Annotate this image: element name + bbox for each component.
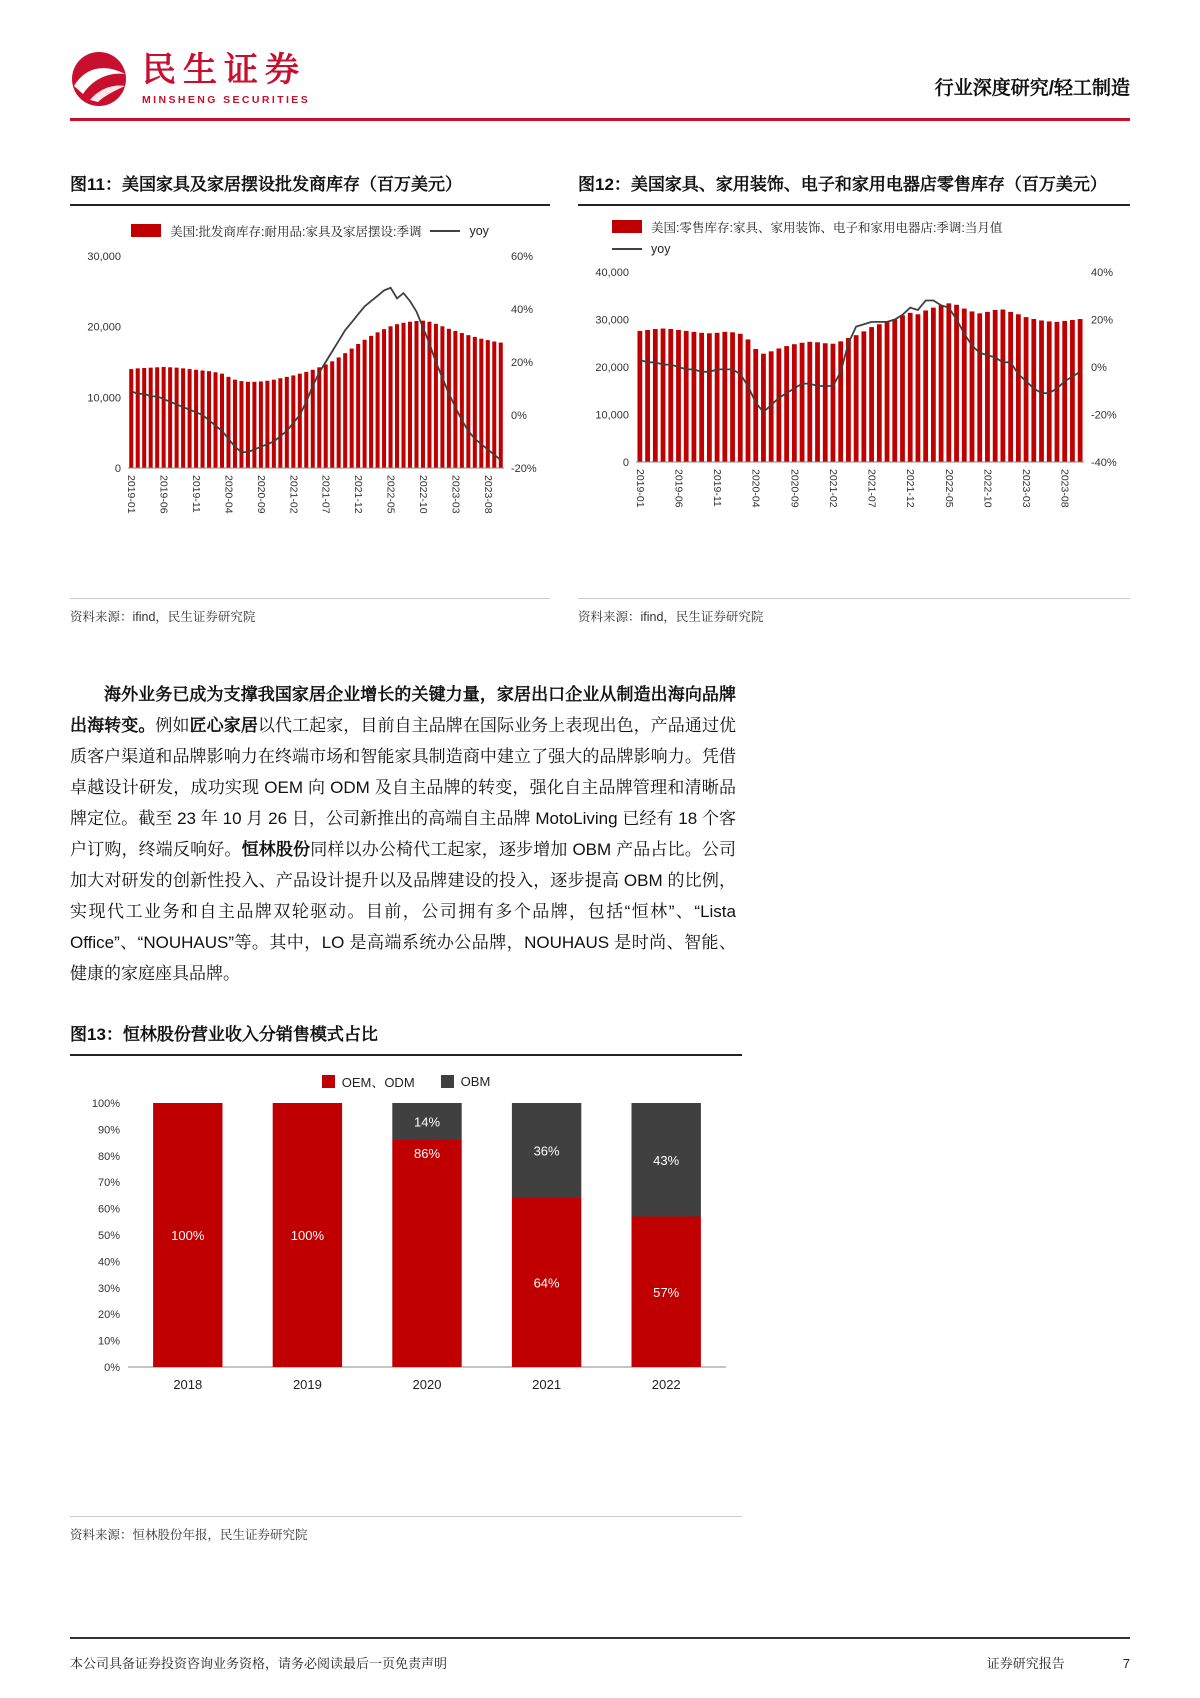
- svg-text:20,000: 20,000: [87, 321, 121, 334]
- minsheng-logo-icon: [70, 50, 128, 108]
- figure-13: [70, 1023, 742, 1543]
- fig13-legend-oem: [322, 1072, 415, 1091]
- svg-text:70%: 70%: [97, 1176, 120, 1189]
- svg-text:0%: 0%: [1091, 361, 1107, 374]
- fig13-obm-swatch-icon: [441, 1075, 454, 1088]
- fig12-legend: [578, 218, 1130, 256]
- page-footer: [70, 1637, 1130, 1672]
- figure-12: [578, 173, 1130, 625]
- svg-text:2023-03: 2023-03: [449, 474, 462, 514]
- svg-text:2021-02: 2021-02: [827, 468, 839, 508]
- svg-text:2022: 2022: [651, 1376, 681, 1392]
- svg-text:60%: 60%: [97, 1203, 120, 1216]
- svg-text:2022-05: 2022-05: [942, 468, 955, 508]
- svg-text:2020-09: 2020-09: [254, 474, 267, 514]
- svg-text:0%: 0%: [511, 409, 527, 422]
- svg-text:2021-12: 2021-12: [352, 474, 365, 514]
- svg-text:2023-08: 2023-08: [481, 474, 494, 514]
- fig12-legend-bar-label: 美国:零售库存:家具、家用装饰、电子和家用电器店:季调:当月值: [651, 220, 1003, 235]
- fig11-legend-bar-label: 美国:批发商库存:耐用品:家具及家居摆设:季调: [170, 224, 422, 239]
- svg-text:0%: 0%: [104, 1361, 120, 1374]
- svg-text:2019-11: 2019-11: [190, 474, 203, 513]
- svg-text:40%: 40%: [97, 1256, 120, 1269]
- fig13-legend-obm: [441, 1074, 491, 1089]
- fig13-chart: [70, 1091, 742, 1403]
- svg-text:2020-04: 2020-04: [222, 474, 235, 514]
- svg-text:40%: 40%: [511, 303, 534, 316]
- svg-text:90%: 90%: [97, 1124, 120, 1137]
- fig11-title: 图11：美国家具及家居摆设批发商库存（百万美元）: [70, 173, 550, 206]
- svg-text:0: 0: [114, 462, 121, 475]
- svg-text:57%: 57%: [653, 1284, 680, 1300]
- svg-text:0: 0: [622, 456, 629, 469]
- svg-text:2021-07: 2021-07: [319, 474, 332, 514]
- svg-text:10%: 10%: [97, 1335, 120, 1348]
- page-header: [70, 0, 1130, 108]
- fig11-source: 资料来源：ifind，民生证券研究院: [70, 598, 550, 625]
- svg-text:-20%: -20%: [1091, 409, 1117, 422]
- svg-text:40%: 40%: [1091, 266, 1114, 279]
- fig13-oem-swatch-icon: [322, 1075, 335, 1088]
- svg-text:10,000: 10,000: [87, 391, 121, 404]
- charts-row: [70, 173, 1130, 625]
- fig13-legend-oem-label: OEM、ODM: [341, 1074, 415, 1090]
- doc-category: 行业深度研究/轻工制造: [934, 78, 1130, 99]
- svg-text:30%: 30%: [97, 1282, 120, 1295]
- svg-text:2020: 2020: [412, 1376, 442, 1392]
- svg-text:-40%: -40%: [1091, 456, 1117, 469]
- svg-text:2019-01: 2019-01: [633, 468, 646, 508]
- svg-text:20%: 20%: [97, 1308, 120, 1321]
- fig12-legend-bar-item: [612, 218, 1130, 236]
- svg-text:50%: 50%: [97, 1229, 120, 1242]
- fig12-bar-swatch-icon: [612, 220, 642, 233]
- svg-text:86%: 86%: [413, 1145, 441, 1161]
- footer-report-type: 证券研究报告: [986, 1656, 1065, 1671]
- fig12-source: 资料来源：ifind，民生证券研究院: [578, 598, 1130, 625]
- svg-text:20,000: 20,000: [595, 361, 629, 374]
- svg-text:2022-05: 2022-05: [384, 474, 397, 514]
- brand-logo: [70, 50, 310, 108]
- fig11-chart: [70, 246, 550, 538]
- page-number: 7: [1122, 1656, 1130, 1671]
- svg-text:36%: 36%: [533, 1143, 560, 1159]
- svg-text:2021: 2021: [532, 1376, 562, 1392]
- svg-text:2019-11: 2019-11: [711, 468, 724, 507]
- footer-right: [987, 1653, 1130, 1672]
- fig13-legend: [70, 1072, 742, 1091]
- body-paragraph: 海外业务已成为支撑我国家居企业增长的关键力量，家居出口企业从制造出海向品牌出海转变。例如匠心家居以代工起家，目前自主品牌在国际业务上表现出色，产品通过优质客户渠道和品牌影响力在终端市场和智能家具制造商中建立了强大的品牌影响力。凭借卓越设计研发，成功实现 OEM 向 ODM 及自主品牌的转变，强化自主品牌管理和清晰品牌定位。截至 23 年 10 月 26 日，公司新推出的高端自主品牌 MotoLiving 已经有 18 个客户订购，终端反响好。恒林股份同样以办公椅代工起家，逐步增加 OBM 产品占比。公司加大对研发的创新性投入、产品设计提升以及品牌建设的投入，逐步提高 OBM 的比例，实现代工业务和自主品牌双轮驱动。目前，公司拥有多个品牌，包括“恒林”、“Lista Office”、“NOUHAUS”等。其中，LO 是高端系统办公品牌，NOUHAUS 是时尚、智能、健康的家庭座具品牌。: [70, 685, 737, 983]
- svg-text:2021-07: 2021-07: [865, 468, 878, 508]
- svg-text:2023-08: 2023-08: [1058, 468, 1071, 508]
- brand-name: 民生证券: [142, 50, 306, 89]
- fig11-legend-line-label: yoy: [469, 223, 489, 238]
- svg-text:2021-12: 2021-12: [904, 468, 917, 508]
- svg-text:20%: 20%: [1091, 314, 1114, 327]
- footer-disclaimer: 本公司具备证券投资咨询业务资格，请务必阅读最后一页免责声明: [70, 1656, 448, 1671]
- svg-text:2019-06: 2019-06: [672, 468, 685, 508]
- fig13-legend-obm-label: OBM: [460, 1073, 491, 1089]
- svg-text:2018: 2018: [173, 1376, 203, 1392]
- svg-text:2019-01: 2019-01: [125, 474, 138, 514]
- fig13-source: 资料来源：恒林股份年报，民生证券研究院: [70, 1516, 742, 1543]
- svg-text:20%: 20%: [511, 356, 534, 369]
- svg-text:10,000: 10,000: [595, 409, 629, 422]
- svg-text:30,000: 30,000: [87, 250, 121, 263]
- fig12-legend-line-item: [612, 242, 1130, 256]
- svg-text:30,000: 30,000: [595, 314, 629, 327]
- svg-text:2022-10: 2022-10: [417, 474, 429, 514]
- svg-text:2020-09: 2020-09: [788, 468, 801, 508]
- fig12-line-swatch-icon: [612, 248, 642, 250]
- brand-subtitle: MINSHENG SECURITIES: [142, 94, 311, 107]
- svg-text:80%: 80%: [97, 1150, 120, 1163]
- svg-text:2022-10: 2022-10: [981, 468, 994, 508]
- fig12-title: 图12：美国家具、家用装饰、电子和家用电器店零售库存（百万美元）: [578, 173, 1130, 206]
- fig13-title: 图13：恒林股份营业收入分销售模式占比: [70, 1023, 742, 1056]
- svg-text:-20%: -20%: [511, 462, 537, 475]
- svg-text:2019: 2019: [292, 1376, 322, 1392]
- fig12-legend-line-label: yoy: [651, 241, 671, 256]
- fig11-line-swatch-icon: [430, 230, 460, 232]
- svg-text:100%: 100%: [91, 1097, 120, 1110]
- svg-text:2019-06: 2019-06: [157, 474, 170, 514]
- svg-text:2023-03: 2023-03: [1020, 468, 1033, 508]
- svg-text:2020-04: 2020-04: [749, 468, 762, 508]
- svg-text:64%: 64%: [533, 1275, 560, 1291]
- svg-text:100%: 100%: [290, 1227, 325, 1243]
- svg-text:40,000: 40,000: [595, 266, 629, 279]
- fig12-chart: [578, 262, 1130, 532]
- brand-text: [142, 52, 310, 106]
- svg-text:2021-02: 2021-02: [287, 474, 300, 514]
- fig11-bar-swatch-icon: [131, 224, 161, 237]
- header-divider: [70, 118, 1130, 121]
- figure-11: [70, 173, 550, 625]
- svg-text:14%: 14%: [413, 1114, 441, 1130]
- svg-text:100%: 100%: [171, 1227, 205, 1243]
- svg-text:60%: 60%: [511, 250, 534, 263]
- fig11-legend: [70, 222, 550, 240]
- svg-text:43%: 43%: [653, 1152, 680, 1168]
